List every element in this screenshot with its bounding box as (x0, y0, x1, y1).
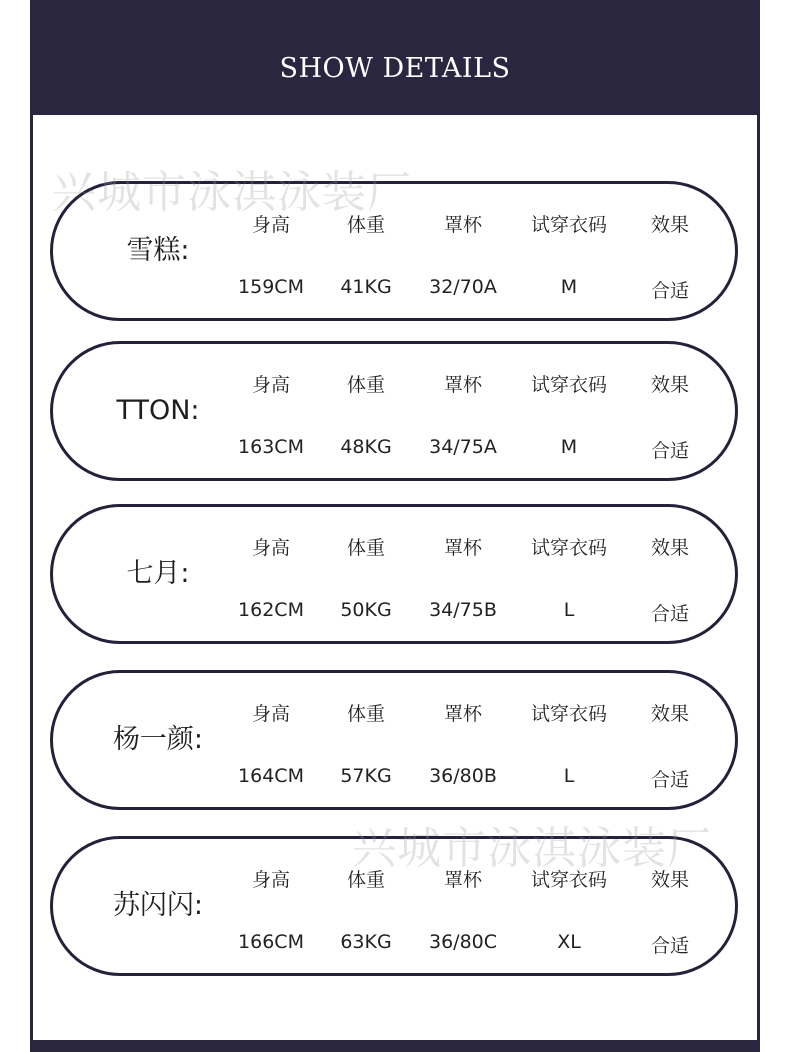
watermark: 兴城市泳淇泳装厂 (352, 823, 712, 874)
column-header-cup: 罩杯 (443, 703, 482, 725)
fit-value: 合适 (650, 603, 689, 625)
column-header-weight: 体重 (346, 214, 385, 236)
column-header-fit: 效果 (650, 214, 689, 236)
height-value: 164CM (238, 765, 304, 787)
size-value: M (560, 436, 578, 458)
size-value: M (560, 276, 578, 298)
size-value: L (563, 599, 575, 621)
weight-value: 41KG (340, 276, 392, 298)
column-header-cup: 罩杯 (443, 214, 482, 236)
column-header-fit: 效果 (650, 703, 689, 725)
weight-value: 48KG (340, 436, 392, 458)
column-header-height: 身高 (251, 703, 290, 725)
watermark: 兴城市泳淇泳装厂 (52, 167, 412, 218)
column-header-weight: 体重 (346, 537, 385, 559)
cup-value: 36/80B (429, 765, 497, 787)
weight-value: 57KG (340, 765, 392, 787)
model-name: 苏闪闪: (112, 890, 204, 921)
cup-value: 34/75B (429, 599, 497, 621)
model-name: 雪糕: (126, 235, 190, 266)
cup-value: 36/80C (428, 931, 498, 953)
column-header-fit: 效果 (650, 869, 689, 891)
column-header-size: 试穿衣码 (530, 214, 607, 236)
column-header-weight: 体重 (346, 703, 385, 725)
model-name: 七月: (126, 558, 190, 589)
column-header-height: 身高 (251, 869, 290, 891)
height-value: 159CM (238, 276, 304, 298)
column-header-cup: 罩杯 (443, 374, 482, 396)
height-value: 162CM (238, 599, 304, 621)
model-card-5 (50, 836, 738, 976)
size-value: XL (557, 931, 581, 953)
fit-value: 合适 (650, 935, 689, 957)
column-header-cup: 罩杯 (443, 537, 482, 559)
model-card-1 (50, 181, 738, 321)
column-header-fit: 效果 (650, 537, 689, 559)
column-header-size: 试穿衣码 (530, 374, 607, 396)
column-header-weight: 体重 (346, 869, 385, 891)
height-value: 163CM (238, 436, 304, 458)
column-header-size: 试穿衣码 (530, 869, 607, 891)
column-header-size: 试穿衣码 (530, 703, 607, 725)
model-card-4 (50, 670, 738, 810)
column-header-weight: 体重 (346, 374, 385, 396)
fit-value: 合适 (650, 280, 689, 302)
weight-value: 63KG (340, 931, 392, 953)
fit-value: 合适 (650, 769, 689, 791)
column-header-height: 身高 (251, 374, 290, 396)
column-header-cup: 罩杯 (443, 869, 482, 891)
height-value: 166CM (238, 931, 304, 953)
page-title: SHOW DETAILS (279, 53, 511, 84)
model-name: 杨一颜: (112, 724, 204, 755)
column-header-size: 试穿衣码 (530, 537, 607, 559)
size-value: L (563, 765, 575, 787)
column-header-height: 身高 (251, 537, 290, 559)
weight-value: 50KG (340, 599, 392, 621)
cup-value: 32/70A (429, 276, 497, 298)
model-card-2 (50, 341, 738, 481)
model-name: TTON: (116, 395, 200, 426)
cup-value: 34/75A (429, 436, 497, 458)
model-card-3 (50, 504, 738, 644)
column-header-height: 身高 (251, 214, 290, 236)
fit-value: 合适 (650, 440, 689, 462)
column-header-fit: 效果 (650, 374, 689, 396)
